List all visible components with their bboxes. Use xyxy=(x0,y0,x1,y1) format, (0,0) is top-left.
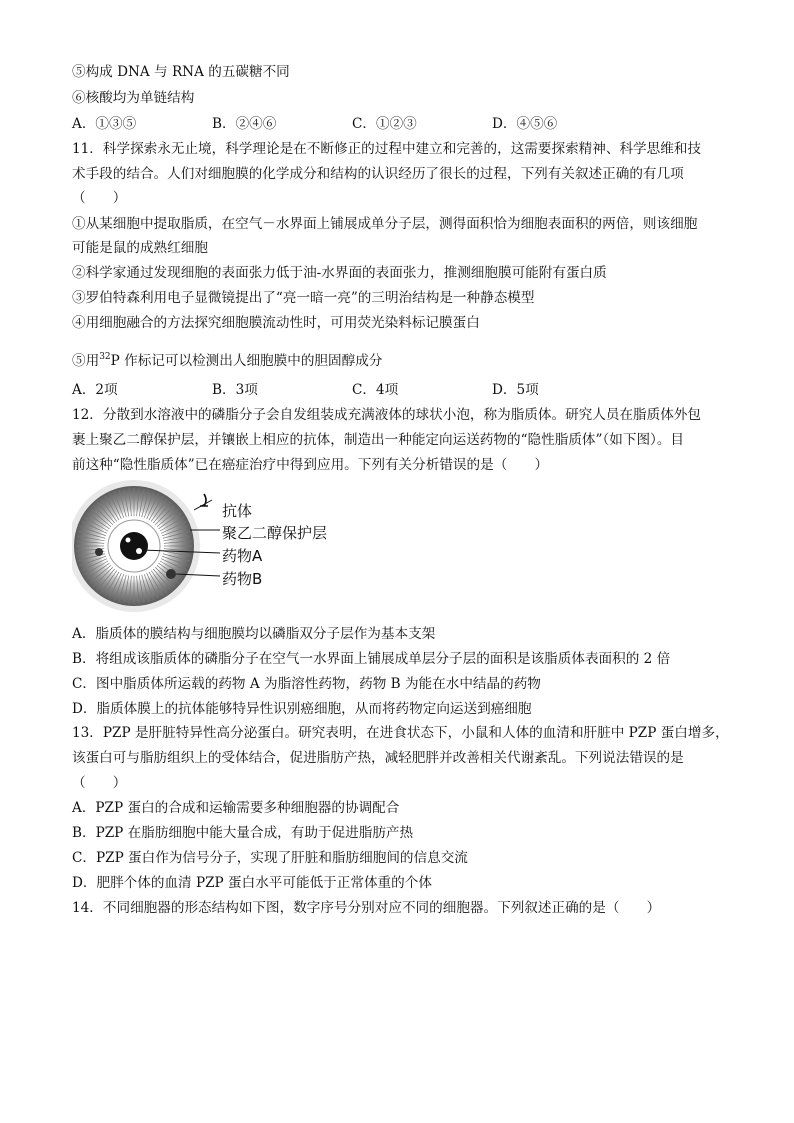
label-drug-a: 药物A xyxy=(222,547,263,565)
q11-statement-1a: ①从某细胞中提取脂质，在空气－水界面上铺展成单分子层，测得面积恰为细胞表面积的两倍，则该细胞 xyxy=(72,216,698,232)
q13-stem-line-1: 13．PZP 是肝脏特异性高分泌蛋白。研究表明，在进食状态下，小鼠和人体的血清和肝脏中 PZP 蛋白增多， xyxy=(72,725,729,741)
q12-option-d[interactable]: D．脂质体膜上的抗体能够特异性识别癌细胞，从而将药物定向运送到癌细胞 xyxy=(72,701,532,717)
q11-stem-line-2: 术手段的结合。人们对细胞膜的化学成分和结构的认识经历了很长的过程，下列有关叙述正确的有几项 xyxy=(72,166,684,182)
q10-statement-5: ⑤构成 DNA 与 RNA 的五碳糖不同 xyxy=(72,64,290,80)
q11-statement-1b: 可能是鼠的成熟红细胞 xyxy=(72,240,208,256)
drug-b-particle xyxy=(166,569,176,579)
q11-option-d[interactable]: D．5项 xyxy=(492,382,539,398)
antibody-leader-line xyxy=(194,500,212,510)
q11-option-b[interactable]: B．3项 xyxy=(212,382,258,398)
q11-statement-3: ③罗伯特森利用电子显微镜提出了“亮一暗一亮”的三明治结构是一种静态模型 xyxy=(72,290,535,306)
drug-a-particle xyxy=(136,548,142,554)
label-antibody: 抗体 xyxy=(222,502,253,520)
q11-answer-paren: （ ） xyxy=(72,190,127,206)
q11-stem-line-1: 11．科学探索永无止境，科学理论是在不断修正的过程中建立和完善的，这需要探索精神、科学思维和技 xyxy=(72,141,702,157)
q11-s5-prefix: ⑤用 xyxy=(72,353,100,369)
q10-option-b[interactable]: B．②④⑥ xyxy=(212,116,277,132)
q12-stem-line-3: 前这种“隐性脂质体”已在癌症治疗中得到应用。下列有关分析错误的是（ ） xyxy=(72,457,549,473)
drug-b-particle xyxy=(95,548,103,556)
q10-option-a[interactable]: A．①③⑤ xyxy=(72,116,137,132)
drug-a-core xyxy=(120,532,148,560)
drug-a-particle xyxy=(126,538,131,543)
q13-option-b[interactable]: B．PZP 在脂肪细胞中能大量合成，有助于促进脂肪产热 xyxy=(72,825,414,841)
q11-option-c[interactable]: C．4项 xyxy=(352,382,399,398)
liposome-figure xyxy=(72,478,362,614)
q12-option-c[interactable]: C．图中脂质体所运载的药物 A 为脂溶性药物，药物 B 为能在水中结晶的药物 xyxy=(72,676,541,692)
label-drug-b: 药物B xyxy=(222,570,263,588)
q11-s5-isotope-mass: 32 xyxy=(99,352,111,362)
q11-statement-2: ②科学家通过发现细胞的表面张力低于油-水界面的表面张力，推测细胞膜可能附有蛋白质 xyxy=(72,265,607,281)
q14-stem: 14．不同细胞器的形态结构如下图，数字序号分别对应不同的细胞器。下列叙述正确的是（ ） xyxy=(72,900,661,916)
q12-option-b[interactable]: B．将组成该脂质体的磷脂分子在空气一水界面上铺展成单层分子层的面积是该脂质体表面积的 2 倍 xyxy=(72,651,671,667)
q10-statement-6: ⑥核酸均为单链结构 xyxy=(72,90,195,106)
q13-answer-paren: （ ） xyxy=(72,775,127,791)
q11-s5-rest: P 作标记可以检测出人细胞膜中的胆固醇成分 xyxy=(110,353,383,369)
q10-option-d[interactable]: D．④⑤⑥ xyxy=(492,116,558,132)
q11-option-a[interactable]: A．2项 xyxy=(72,382,118,398)
q13-option-c[interactable]: C．PZP 蛋白作为信号分子，实现了肝脏和脂肪细胞间的信息交流 xyxy=(72,850,468,866)
q13-option-a[interactable]: A．PZP 蛋白的合成和运输需要多种细胞器的协调配合 xyxy=(72,800,400,816)
q13-option-d[interactable]: D．肥胖个体的血清 PZP 蛋白水平可能低于正常体重的个体 xyxy=(72,875,432,891)
q11-statement-4: ④用细胞融合的方法探究细胞膜流动性时，可用荧光染料标记膜蛋白 xyxy=(72,315,480,331)
liposome-diagram xyxy=(72,478,362,614)
label-peg-layer: 聚乙二醇保护层 xyxy=(222,524,328,542)
q13-stem-line-2: 该蛋白可与脂肪组织上的受体结合，促进脂肪产热，减轻肥胖并改善相关代谢紊乱。下列说法错误的是 xyxy=(72,750,684,766)
q11-statement-5 xyxy=(72,347,732,371)
q12-stem-line-1: 12．分散到水溶液中的磷脂分子会自发组装成充满液体的球状小泡，称为脂质体。研究人员在脂质体外包 xyxy=(72,407,702,423)
q12-stem-line-2: 裹上聚乙二醇保护层，并镶嵌上相应的抗体，制造出一种能定向运送药物的“隐性脂质体”（如下图）。目 xyxy=(72,432,685,448)
q10-option-c[interactable]: C．①②③ xyxy=(352,116,417,132)
q12-option-a[interactable]: A．脂质体的膜结构与细胞膜均以磷脂双分子层作为基本支架 xyxy=(72,626,436,642)
